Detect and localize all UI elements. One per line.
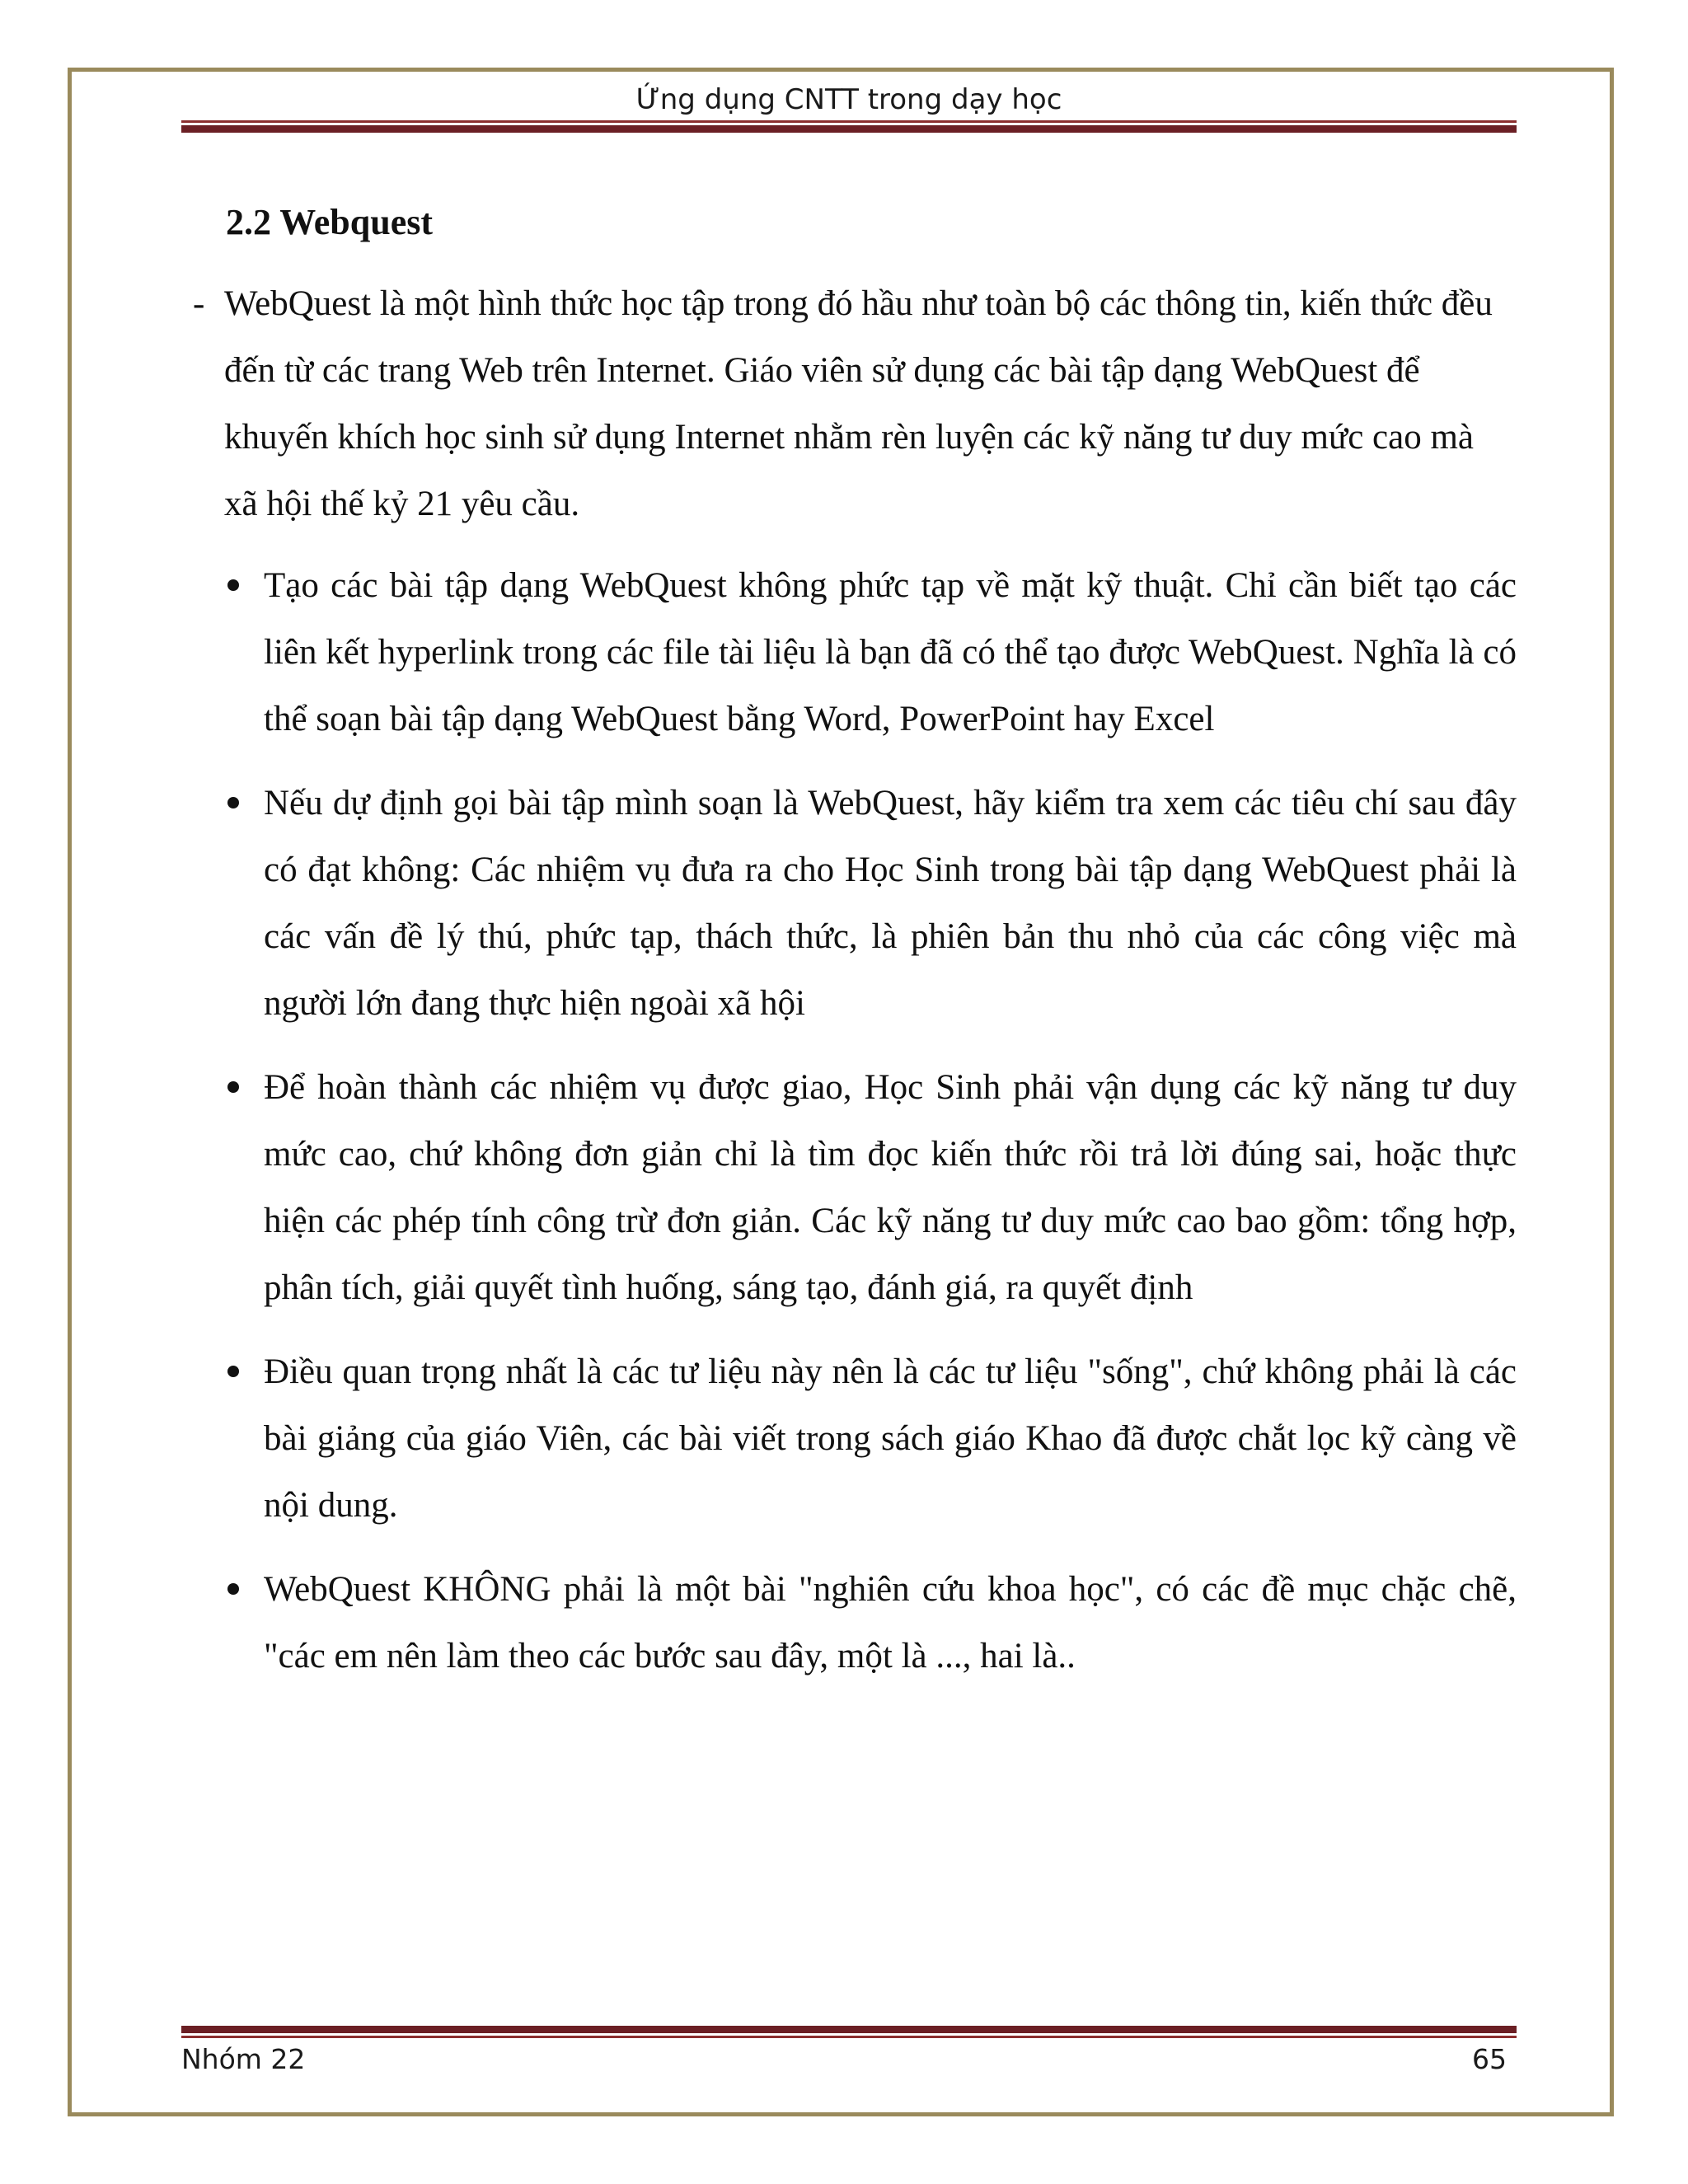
bullet-icon [227,1366,239,1377]
header-rule [181,120,1517,133]
bullet-text: WebQuest KHÔNG phải là một bài "nghiên cứu khoa học", có các đề mục chặc chẽ, "các em nên làm theo các bước sau đây, một là ..., hai là.. [264,1570,1517,1675]
dash-marker: - [193,284,205,323]
bullet-text: Để hoàn thành các nhiệm vụ được giao, Học Sinh phải vận dụng các kỹ năng tư duy mức cao, chứ không đơn giản chỉ là tìm đọc kiến thức rồi trả lời đúng sai, hoặc thực hiện các phép tính công trừ đơn giản. Các kỹ năng tư duy mức cao bao gồm: tổng hợp, phân tích, giải quyết tình huống, sáng tạo, đánh giá, ra quyết định [264,1068,1517,1307]
bullet-list [181,552,1517,1707]
list-item [181,770,1517,1037]
bullet-icon [227,1583,239,1595]
footer-rule [181,2026,1517,2038]
bullet-text: Điều quan trọng nhất là các tư liệu này nên là các tư liệu "sống", chứ không phải là các bài giảng của giáo Viên, các bài viết trong sách giáo Khao đã được chắt lọc kỹ càng về nội dung. [264,1352,1517,1525]
page-header-title: Ứng dụng CNTT trong dạy học [635,83,1062,116]
intro-text: WebQuest là một hình thức học tập trong đó hầu như toàn bộ các thông tin, kiến thức đều đến từ các trang Web trên Internet. Giáo viên sử dụng các bài tập dạng WebQuest để khuyến khích học sinh sử dụng Internet nhằm rèn luyện các kỹ năng tư duy mức cao mà xã hội thế kỷ 21 yêu cầu. [224,284,1493,523]
intro-paragraph [181,270,1517,537]
bullet-text: Tạo các bài tập dạng WebQuest không phức tạp về mặt kỹ thuật. Chỉ cần biết tạo các liên kết hyperlink trong các file tài liệu là bạn đã có thể tạo được WebQuest. Nghĩa là có thể soạn bài tập dạng WebQuest bằng Word, PowerPoint hay Excel [264,566,1517,738]
bullet-text: Nếu dự định gọi bài tập mình soạn là WebQuest, hãy kiểm tra xem các tiêu chí sau đây có đạt không: Các nhiệm vụ đưa ra cho Học Sinh trong bài tập dạng WebQuest phải là các vấn đề lý thú, phức tạp, thách thức, là phiên bản thu nhỏ của các công việc mà người lớn đang thực hiện ngoài xã hội [264,784,1517,1023]
bullet-icon [227,1081,239,1093]
list-item [181,1054,1517,1321]
list-item [181,1338,1517,1539]
footer-group-name: Nhóm 22 [181,2043,306,2075]
bullet-icon [227,797,239,808]
page-number: 65 [1472,2043,1507,2075]
section-heading: 2.2 Webquest [226,202,434,242]
list-item [181,552,1517,752]
bullet-icon [227,579,239,591]
list-item [181,1556,1517,1690]
